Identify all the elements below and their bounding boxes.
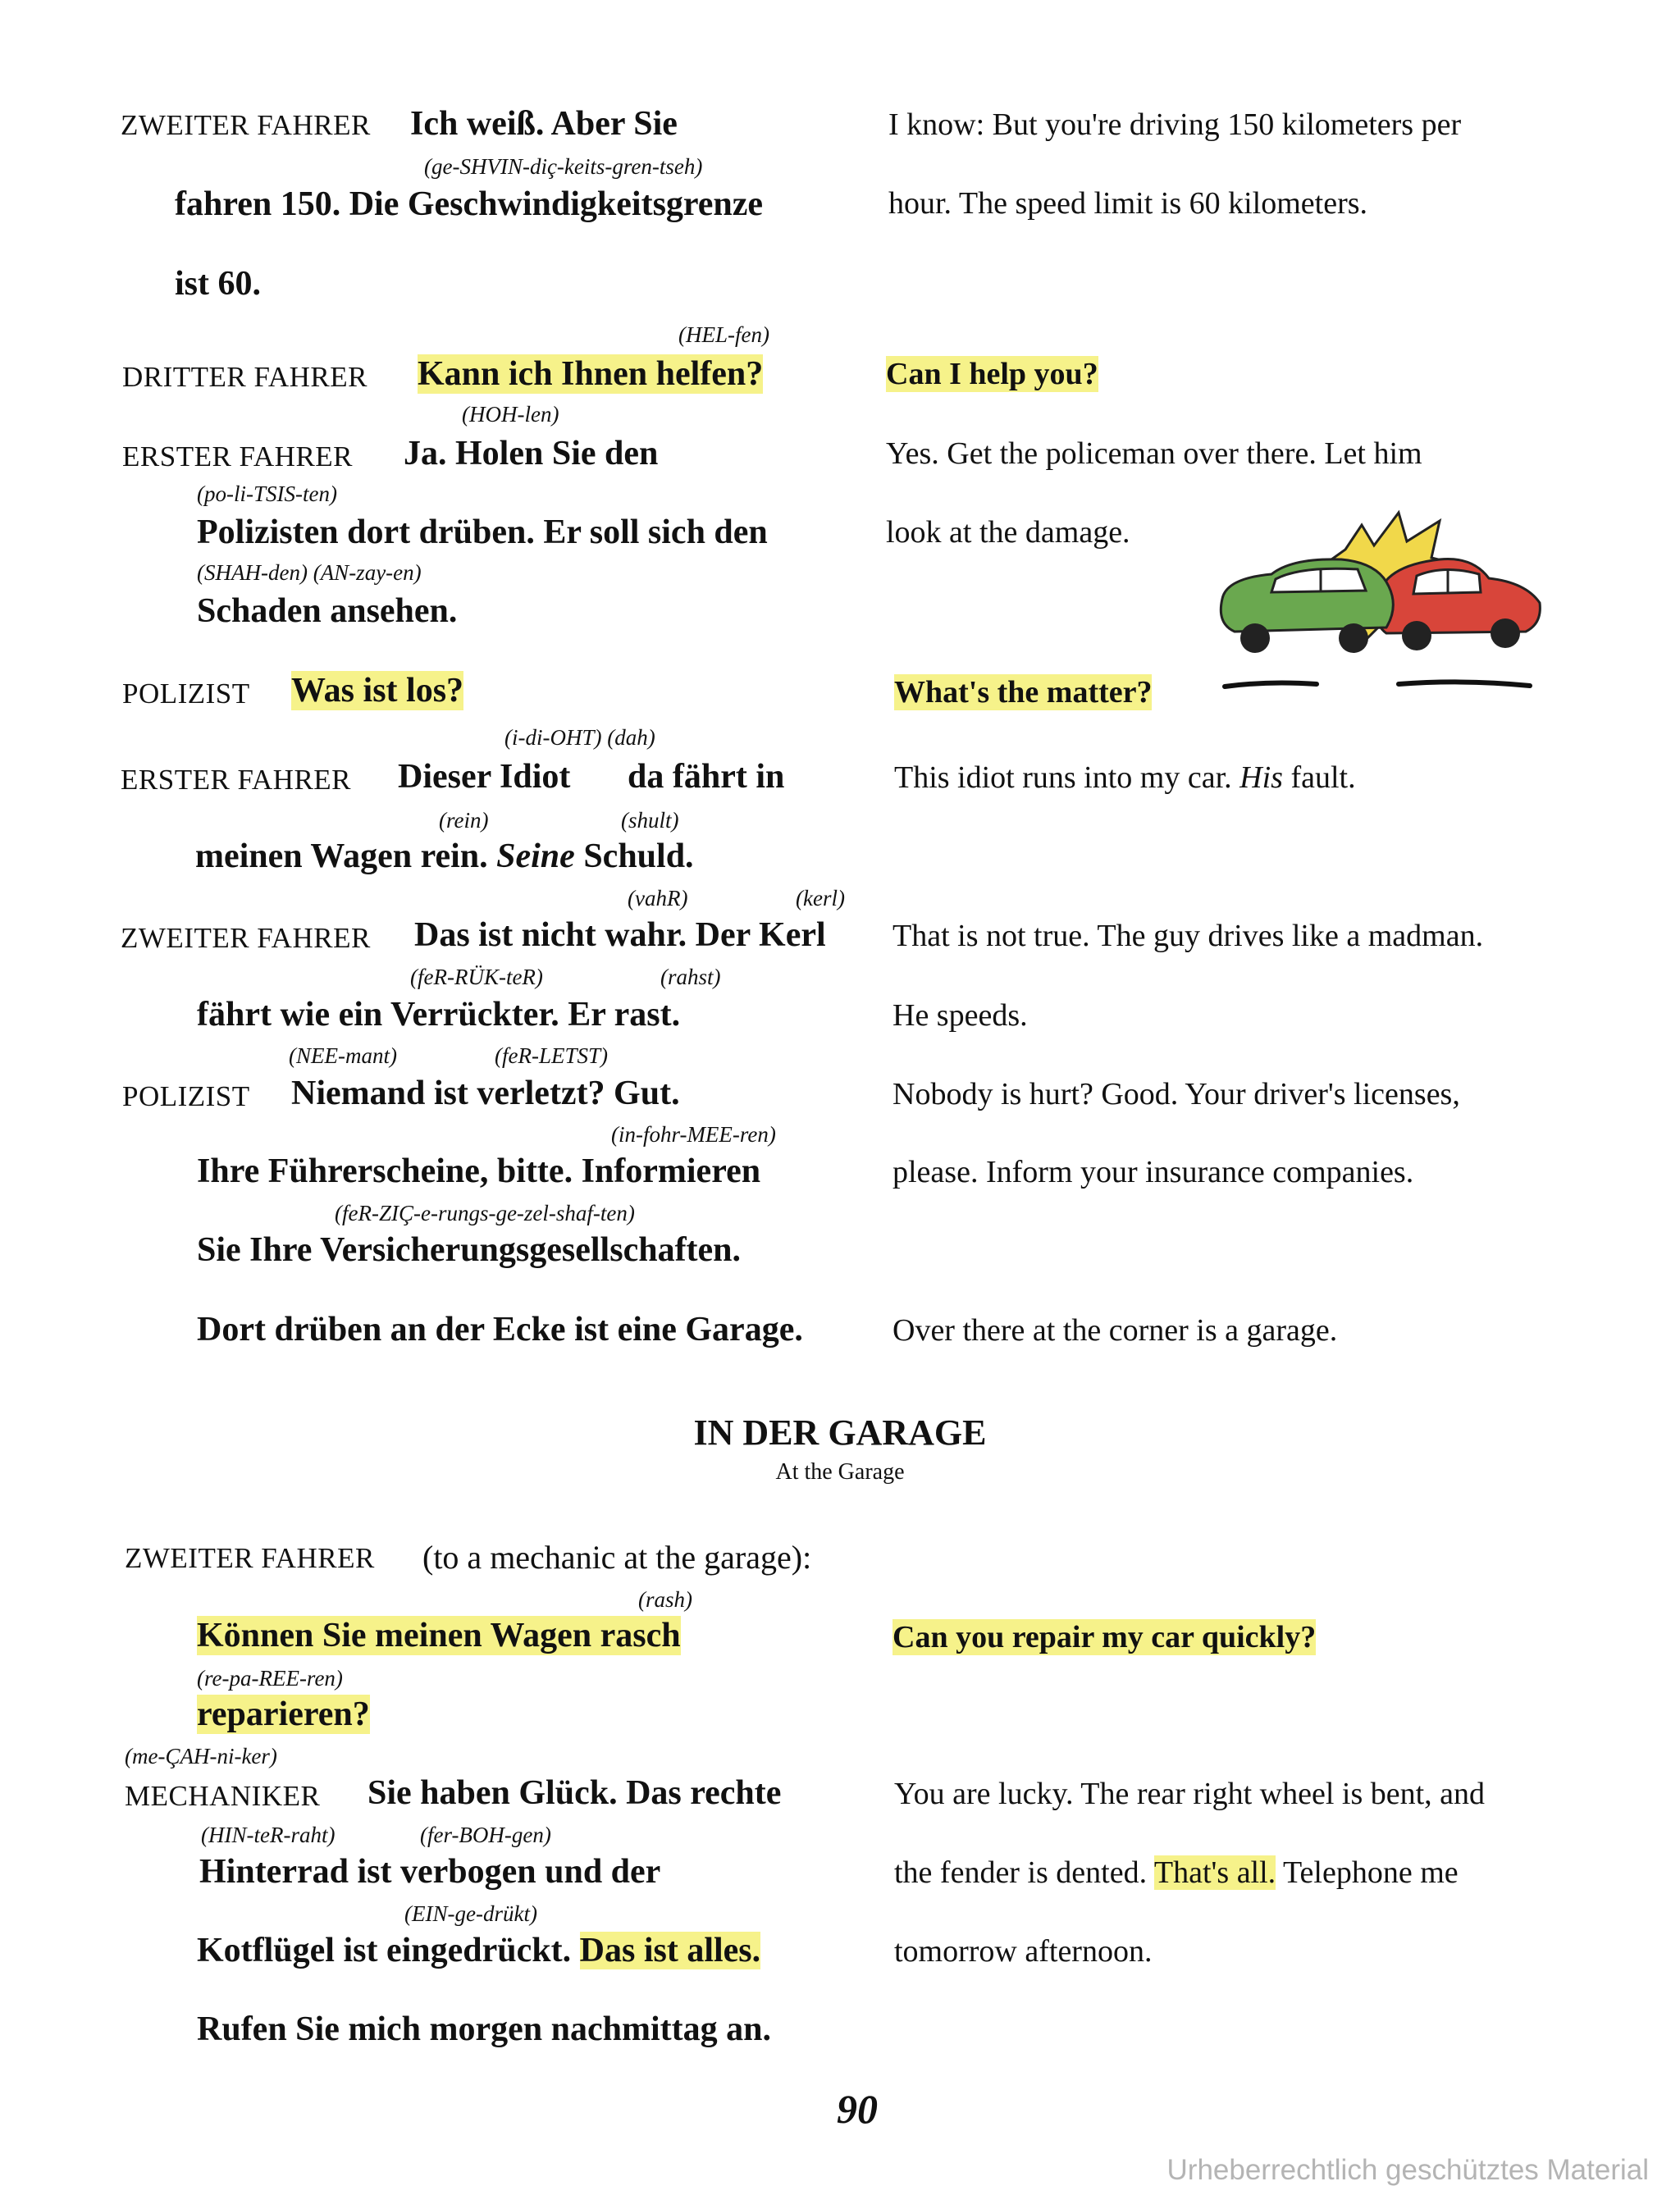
pronunciation-hint: (ge-SHVIN-diç-keits-gren-tseh) [424,154,703,179]
english-line: please. Inform your insurance companies. [892,1155,1414,1189]
german-line: Niemand ist verletzt? Gut. [291,1075,680,1112]
pronunciation-hint: (vahR) [628,886,688,910]
left-car [1221,559,1393,653]
german-line: fahren 150. Die Geschwindigkeitsgrenze [175,185,764,223]
german-line: da fährt in [628,758,785,796]
german-line: Ja. Holen Sie den [404,435,659,472]
german-line: ist 60. [175,265,261,303]
english-line: Yes. Get the policeman over there. Let him [886,436,1422,471]
english-line: Over there at the corner is a garage. [892,1313,1338,1348]
german-line-highlighted: Können Sie meinen Wagen rasch [197,1617,681,1654]
german-line: Ich weiß. Aber Sie [410,105,678,143]
stage-direction: (to a mechanic at the garage): [422,1539,812,1576]
german-line: Dieser Idiot [398,758,571,796]
german-line [197,1931,760,1970]
german-line-highlighted: Kann ich Ihnen helfen? [418,355,764,393]
english-line-highlighted: Can you repair my car quickly? [892,1620,1317,1654]
pronunciation-hint: (feR-LETST) [495,1043,608,1068]
english-text: fault. [1282,760,1356,795]
german-line-highlighted: Was ist los? [291,672,464,710]
pronunciation-hint: (po-li-TSIS-ten) [197,481,337,506]
speaker-label: DRITTER FAHRER [122,361,368,393]
pronunciation-hint: (kerl) [796,886,845,910]
german-line: Schaden ansehen. [197,592,458,630]
car-crash-icon [1202,509,1563,697]
section-subtitle: At the Garage [775,1459,905,1485]
english-line: tomorrow afternoon. [894,1934,1153,1969]
english-emphasis: His [1239,760,1283,795]
german-line: Hinterrad ist verbogen und der [199,1853,661,1891]
copyright-watermark: Urheberrechtlich geschütztes Material [1166,2154,1649,2186]
pronunciation-hint: (feR-RÜK-teR) [410,965,543,989]
english-line-highlighted: Can I help you? [886,357,1098,391]
german-line [195,837,694,876]
german-text: Schuld. [574,837,694,875]
english-text: Telephone me [1276,1855,1459,1890]
english-text: the fender is dented. [894,1855,1154,1890]
right-car [1376,559,1540,650]
pronunciation-hint: (SHAH-den) (AN-zay-en) [197,560,422,585]
german-line: Sie Ihre Versicherungsgesellschaften. [197,1231,742,1269]
german-line: Dort drüben an der Ecke ist eine Garage. [197,1311,803,1348]
english-line: look at the damage. [886,515,1130,550]
german-text: Kotflügel ist eingedrückt. [197,1932,580,1969]
english-line-highlighted: What's the matter? [894,675,1153,710]
english-text: This idiot runs into my car. [894,760,1240,795]
speaker-label: ZWEITER FAHRER [121,922,371,954]
page-number: 90 [837,2086,878,2132]
pronunciation-hint: (rein) [439,808,489,833]
pronunciation-hint: (NEE-mant) [289,1043,397,1068]
english-line: hour. The speed limit is 60 kilometers. [888,186,1368,221]
german-line: Sie haben Glück. Das rechte [368,1774,782,1812]
german-text: meinen Wagen rein. [195,837,497,875]
pronunciation-hint: (rahst) [660,965,721,989]
pronunciation-hint: (i-di-OHT) (dah) [504,725,655,750]
pronunciation-hint: (HEL-fen) [678,322,769,347]
pronunciation-hint: (re-pa-REE-ren) [197,1666,343,1691]
section-title: IN DER GARAGE [693,1412,987,1453]
german-line: fährt wie ein Verrückter. Er rast. [197,996,681,1034]
german-line: Ihre Führerscheine, bitte. Informieren [197,1152,761,1190]
german-highlight: Das ist alles. [579,1932,761,1969]
pronunciation-hint: (fer-BOH-gen) [420,1823,551,1847]
speaker-label: ZWEITER FAHRER [121,109,371,141]
english-line [894,1855,1459,1891]
german-line: Das ist nicht wahr. Der Kerl [414,916,826,954]
speaker-label: ERSTER FAHRER [122,440,354,472]
english-line [894,760,1356,796]
english-line: He speeds. [892,998,1028,1033]
pronunciation-hint: (shult) [621,808,679,833]
pronunciation-hint: (feR-ZIÇ-e-rungs-ge-zel-shaf-ten) [335,1201,635,1225]
speaker-label: POLIZIST [122,678,250,710]
german-line: Polizisten dort drüben. Er soll sich den [197,513,768,551]
pronunciation-hint: (me-ÇAH-ni-ker) [125,1744,277,1768]
english-line: I know: But you're driving 150 kilometers per [888,107,1462,142]
pronunciation-hint: (rash) [638,1587,692,1612]
speaker-label: ERSTER FAHRER [121,764,352,796]
english-line: That is not true. The guy drives like a madman. [892,919,1484,953]
pronunciation-hint: (EIN-ge-drükt) [404,1901,537,1926]
pronunciation-hint: (HIN-teR-raht) [201,1823,336,1847]
speaker-label: POLIZIST [122,1080,250,1112]
speaker-label: ZWEITER FAHRER [125,1542,375,1574]
german-line: Rufen Sie mich morgen nachmittag an. [197,2010,771,2048]
english-line: Nobody is hurt? Good. Your driver's licenses, [892,1077,1460,1111]
pronunciation-hint: (in-fohr-MEE-ren) [611,1122,776,1147]
english-line: You are lucky. The rear right wheel is bent, and [894,1777,1486,1811]
english-highlight: That's all. [1153,1855,1276,1890]
speaker-label: MECHANIKER [125,1780,321,1812]
german-line-highlighted: reparieren? [197,1695,370,1733]
pronunciation-hint: (HOH-len) [462,402,559,427]
german-emphasis: Seine [496,837,575,875]
